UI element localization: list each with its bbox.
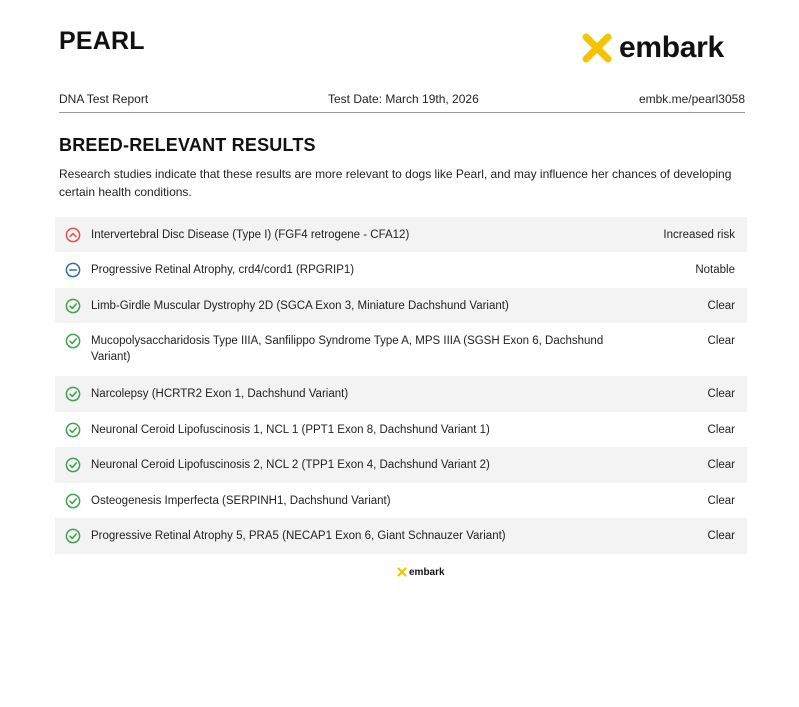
result-status: Clear: [707, 335, 735, 347]
embark-bone-icon: [396, 566, 408, 578]
clear-check-icon: [65, 298, 81, 314]
clear-check-icon: [65, 422, 81, 438]
clear-check-icon: [65, 493, 81, 509]
result-name: Progressive Retinal Atrophy 5, PRA5 (NECAP1 Exon 6, Giant Schnauzer Variant): [91, 530, 506, 542]
result-status: Increased risk: [663, 229, 735, 241]
footer-logo: [396, 566, 445, 578]
section-intro: Research studies indicate that these results are more relevant to dogs like Pearl, and may influence her chances of developing certain health conditions.: [59, 167, 732, 199]
result-name: Narcolepsy (HCRTR2 Exon 1, Dachshund Variant): [91, 388, 349, 400]
result-name: Osteogenesis Imperfecta (SERPINH1, Dachshund Variant): [91, 495, 391, 507]
result-name: Mucopolysaccharidosis Type IIIA, Sanfilippo Syndrome Type A, MPS IIIA (SGSH Exon 6, Dachshund Variant): [91, 335, 604, 363]
embark-logo-text: embark: [619, 31, 724, 64]
result-row: [55, 252, 747, 288]
clear-check-icon: [65, 528, 81, 544]
result-name: Neuronal Ceroid Lipofuscinosis 1, NCL 1 (PPT1 Exon 8, Dachshund Variant 1): [91, 424, 490, 436]
increased-risk-icon: [65, 227, 81, 243]
footer-logo-text: embark: [409, 566, 445, 578]
header-divider: [59, 112, 745, 113]
dog-name-title: PEARL: [59, 27, 145, 55]
section-title: BREED-RELEVANT RESULTS: [59, 135, 316, 155]
result-row: [55, 412, 747, 447]
report-link[interactable]: embk.me/pearl3058: [638, 92, 745, 106]
result-status: Clear: [707, 424, 735, 436]
result-row: [55, 323, 747, 376]
embark-logo: [578, 27, 743, 69]
result-status: Notable: [695, 264, 735, 276]
results-list: [55, 217, 747, 554]
embark-bone-icon: [578, 29, 616, 67]
clear-check-icon: [65, 333, 81, 349]
clear-check-icon: [65, 386, 81, 402]
report-type-label: DNA Test Report: [59, 92, 149, 106]
result-status: Clear: [707, 530, 735, 542]
result-row: [55, 447, 747, 483]
notable-icon: [65, 262, 81, 278]
result-status: Clear: [707, 495, 735, 507]
result-status: Clear: [707, 388, 735, 400]
test-date-label: Test Date: March 19th, 2026: [328, 92, 479, 106]
result-row: [55, 217, 747, 252]
result-row: [55, 288, 747, 323]
result-status: Clear: [707, 300, 735, 312]
clear-check-icon: [65, 457, 81, 473]
result-status: Clear: [707, 459, 735, 471]
result-name: Limb-Girdle Muscular Dystrophy 2D (SGCA Exon 3, Miniature Dachshund Variant): [91, 300, 509, 312]
report-meta: [59, 92, 745, 106]
result-name: Neuronal Ceroid Lipofuscinosis 2, NCL 2 (TPP1 Exon 4, Dachshund Variant 2): [91, 459, 490, 471]
result-name: Progressive Retinal Atrophy, crd4/cord1 (RPGRIP1): [91, 264, 355, 276]
result-row: [55, 376, 747, 412]
result-name: Intervertebral Disc Disease (Type I) (FGF4 retrogene - CFA12): [91, 229, 410, 241]
result-row: [55, 518, 747, 554]
result-row: [55, 483, 747, 518]
